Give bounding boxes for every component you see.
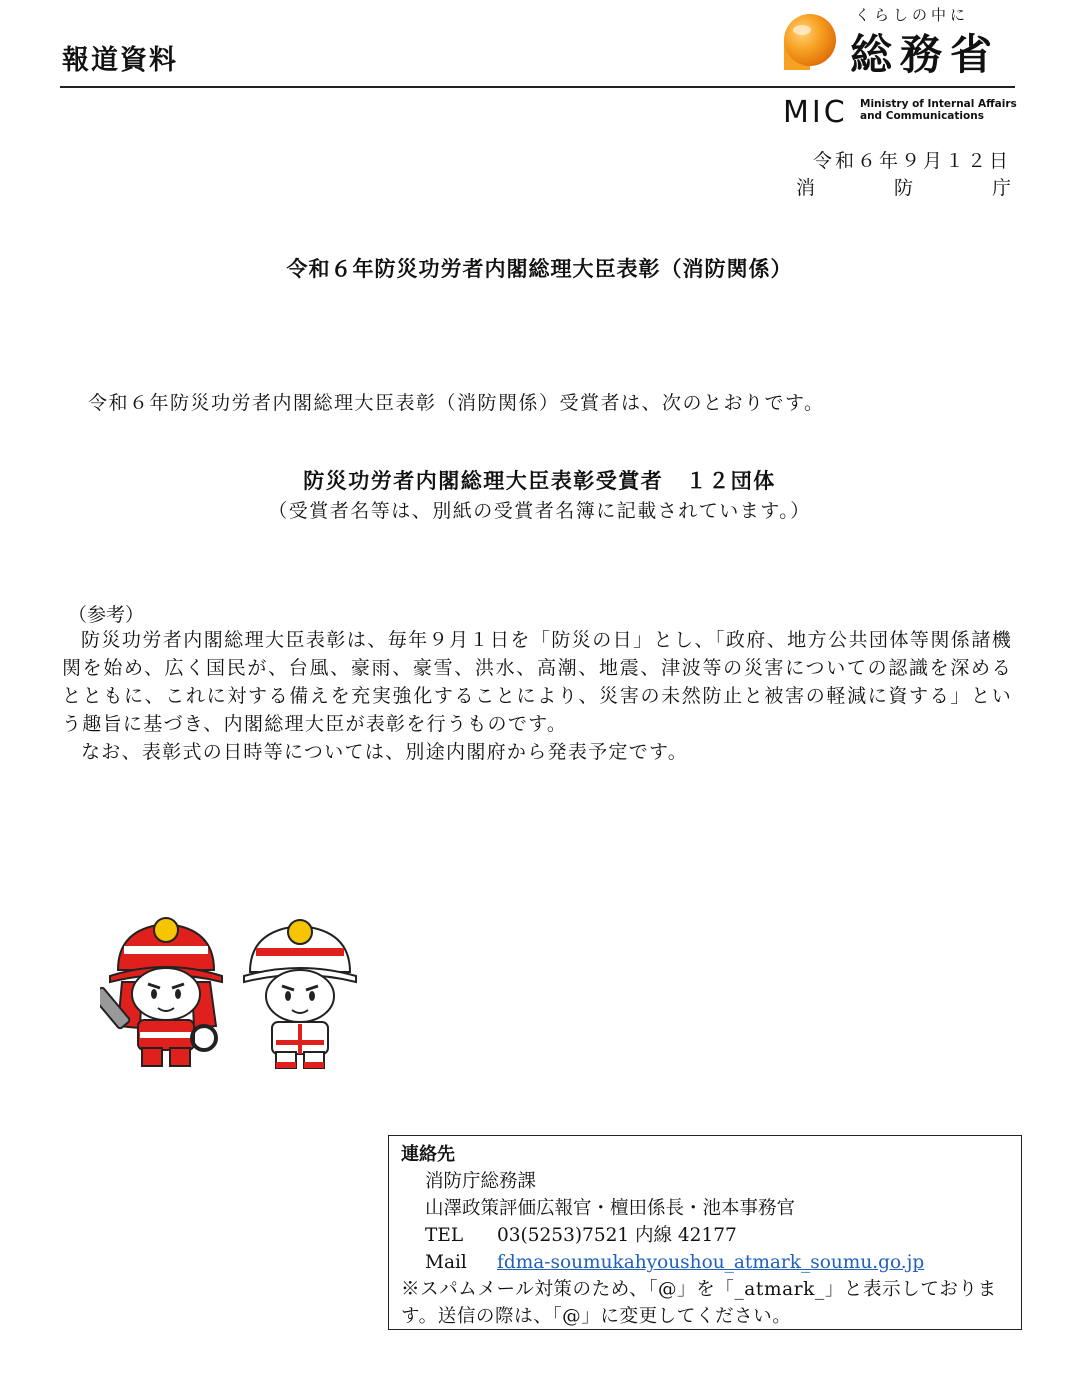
intro-text: 令和６年防災功労者内閣総理大臣表彰（消防関係）受賞者は、次のとおりです。 xyxy=(88,392,825,414)
reference-paragraph: なお、表彰式の日時等については、別途内閣府から発表予定です。 xyxy=(81,741,689,763)
reference-body xyxy=(62,626,1012,766)
issue-date: 令和６年９月１２日 xyxy=(812,150,1011,172)
fire-mascots-illustration xyxy=(100,898,360,1070)
mail-label: Mail xyxy=(425,1252,467,1273)
awardees-note: （受賞者名等は、別紙の受賞者名簿に記載されています。） xyxy=(268,500,811,522)
spam-notice: ※スパムメール対策のため、「@」を「_atmark_」と表示しております。送信の際は、「@」に変更してください。 xyxy=(401,1279,997,1327)
agency-char: 消 xyxy=(796,177,816,199)
reference-paragraph: 防災功労者内閣総理大臣表彰は、毎年９月１日を「防災の日」とし、「政府、地方公共団体等関係諸機関を始め、広く国民が、台風、豪雨、豪雪、洪水、高潮、地震、津波等の災害についての認識を深めるとともに、これに対する備えを充実強化することにより、災害の未然防止と被害の軽減に資する」という趣旨に基づき、内閣総理大臣が表彰を行うものです。 xyxy=(62,629,1012,735)
mic-mark: MIC xyxy=(783,95,848,130)
agency-char: 防 xyxy=(893,177,913,199)
mic-english-name xyxy=(860,98,1017,122)
issuing-agency xyxy=(796,173,1011,200)
contact-people: 山澤政策評価広報官・檀田係長・池本事務官 xyxy=(425,1198,796,1219)
mic-english-line-1: Ministry of Internal Affairs xyxy=(860,98,1017,110)
logo-name: 総務省 xyxy=(850,30,1001,79)
document-title: 令和６年防災功労者内閣総理大臣表彰（消防関係） xyxy=(286,257,793,281)
contact-title: 連絡先 xyxy=(401,1144,455,1165)
contact-tel-row xyxy=(401,1222,1011,1249)
logo-tagline: くらしの中に xyxy=(855,6,970,24)
reference-heading: （参考） xyxy=(68,604,145,626)
tel-number: 03(5253)7521 内線 42177 xyxy=(497,1225,737,1246)
tel-label: TEL xyxy=(425,1225,464,1246)
agency-char: 庁 xyxy=(991,177,1011,199)
awardees-headline: 防災功労者内閣総理大臣表彰受賞者 １２団体 xyxy=(303,469,776,493)
contact-box xyxy=(388,1135,1022,1330)
contact-department: 消防庁総務課 xyxy=(425,1171,537,1192)
mascot-right xyxy=(244,920,356,1068)
mail-link[interactable]: fdma-soumukahyoushou_atmark_soumu.go.jp xyxy=(497,1252,925,1273)
header-divider xyxy=(60,86,1015,88)
mascot-left xyxy=(100,918,222,1066)
contact-mail-row xyxy=(401,1249,1011,1276)
mic-english-line-2: and Communications xyxy=(860,110,984,122)
press-release-label: 報道資料 xyxy=(62,45,178,76)
logo-sun-icon xyxy=(784,14,836,70)
